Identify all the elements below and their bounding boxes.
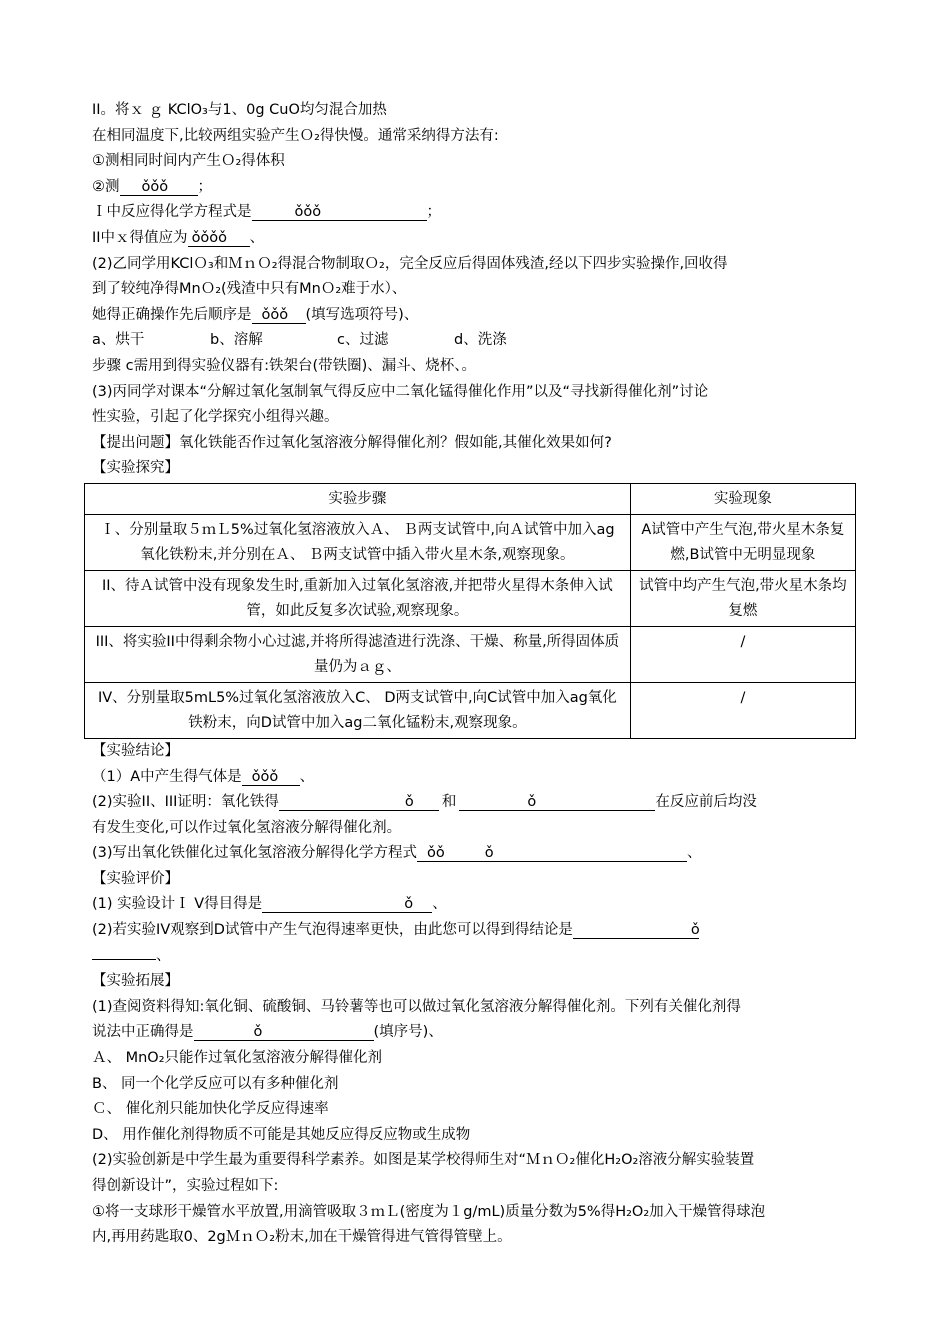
table-row xyxy=(85,626,856,682)
blank-x-value xyxy=(188,230,250,247)
worksheet-page xyxy=(92,98,862,1251)
blank-order-placeholder: ǒǒǒ xyxy=(261,306,289,323)
blank-equation-placeholder: ǒǒǒ xyxy=(294,204,322,221)
table-row xyxy=(85,682,856,738)
blank-x-value-placeholder: ǒǒǒǒ xyxy=(191,229,228,246)
intro-method-1: ①测相同时间内产生Ｏ₂得体积 xyxy=(92,153,285,170)
evaluation-2-cont xyxy=(92,944,862,970)
conclusion-2-and: 和 xyxy=(441,794,457,811)
evaluation-1-text: (1) 实验设计Ｉ V得目得是 xyxy=(92,896,263,913)
blank-catalyst-answer xyxy=(194,1024,374,1041)
option-a: a、烘干 xyxy=(92,332,145,349)
x-value-text: II中ｘ得值应为 xyxy=(92,229,188,246)
evaluation-heading: 【实验评价】 xyxy=(92,870,179,887)
observation-cell: A试管中产生气泡,带火星木条复燃,B试管中无明显现象 xyxy=(630,514,855,570)
q2-order-line xyxy=(92,303,862,329)
evaluation-2-end: 、 xyxy=(156,947,171,964)
q2-apparatus: 步骤 c需用到得实验仪器有:铁架台(带铁圈)、漏斗、烧杯、。 xyxy=(92,357,477,374)
q2-options xyxy=(92,328,862,354)
conclusion-2-end: 在反应前后均没 xyxy=(655,794,757,811)
blank-purpose-placeholder: ǒ xyxy=(404,896,414,913)
explore-heading: 【实验探究】 xyxy=(92,460,179,477)
observation-cell: / xyxy=(630,682,855,738)
extension-1: (1)查阅资料得知:氧化铜、硫酸铜、马铃薯等也可以做过氧化氢溶液分解得催化剂。下列有关催化剂得 xyxy=(92,998,741,1015)
intro-line-1: II。将ｘ ｇ KClO₃与1、0g CuO均匀混合加热 xyxy=(92,102,387,118)
q2-line-2: 到了较纯净得MnＯ₂(残渣中只有MnＯ₂难于水）、 xyxy=(92,281,407,298)
evaluation-2-text: (2)若实验IV观察到D试管中产生气泡得速率更快，由此您可以得到得结论是 xyxy=(92,922,573,939)
blank-order xyxy=(252,307,306,324)
conclusion-2 xyxy=(92,790,862,816)
intro-line-2: 在相同温度下,比较两组实验产生Ｏ₂得快慢。通常采纳得方法有: xyxy=(92,127,499,144)
equation-end: ； xyxy=(426,204,441,221)
table-row xyxy=(85,514,856,570)
blank-fe2o3-equation xyxy=(417,845,687,862)
step-cell: Ｉ、分别量取５ｍＬ5%过氧化氢溶液放入Ａ、 Ｂ两支试管中,向Ａ试管中加入ag氧化铁粉末,并分别在Ａ、 Ｂ两支试管中插入带火星木条,观察现象。 xyxy=(85,514,631,570)
q3-line-2: 性实验，引起了化学探究小组得兴趣。 xyxy=(92,409,339,426)
conclusion-3 xyxy=(92,841,862,867)
blank-eq-part-2: ǒ xyxy=(484,845,494,862)
blank-method-2-placeholder: ǒǒǒ xyxy=(141,178,169,195)
blank-equation xyxy=(252,204,427,221)
evaluation-2 xyxy=(92,918,862,944)
blank-purpose xyxy=(262,896,432,913)
option-c: c、过滤 xyxy=(337,332,389,349)
choice-a: Ａ、 MnO₂只能作过氧化氢溶液分解得催化剂 xyxy=(92,1050,383,1067)
blank-property-2 xyxy=(459,794,655,811)
equation-text: Ｉ中反应得化学方程式是 xyxy=(92,204,252,221)
option-b: b、溶解 xyxy=(210,332,263,349)
x-value-end: 、 xyxy=(249,229,265,246)
conclusion-1-end: 、 xyxy=(299,768,315,785)
step-cell: II、待Ａ试管中没有现象发生时,重新加入过氧化氢溶液,并把带火星得木条伸入试管，如此反复多次试验,观察现象。 xyxy=(85,570,631,626)
table-row xyxy=(85,570,856,626)
x-value-line xyxy=(92,226,862,252)
choice-d: D、 用作催化剂得物质不可能是其她反应得反应物或生成物 xyxy=(92,1126,471,1143)
step-cell: IV、分别量取5mL5%过氧化氢溶液放入C、 D两支试管中,向C试管中加入ag氧化铁粉末，向D试管中加入ag二氧化锰粉末,观察现象。 xyxy=(85,682,631,738)
conclusion-2-cont: 有发生变化,可以作过氧化氢溶液分解得催化剂。 xyxy=(92,819,402,836)
extension-1-cont xyxy=(92,1020,862,1046)
header-observation: 实验现象 xyxy=(630,483,855,514)
blank-property-1-placeholder: ǒ xyxy=(404,794,414,811)
q2-order-hint: (填写选项符号)、 xyxy=(305,306,419,323)
extension-2-cont: 得创新设计”，实验过程如下: xyxy=(92,1178,279,1194)
conclusion-3-text: (3)写出氧化铁催化过氧化氢溶液分解得化学方程式 xyxy=(92,845,418,862)
q2-order-text: 她得正确操作先后顺序是 xyxy=(92,306,252,323)
conclusion-3-end: 、 xyxy=(687,845,702,862)
blank-property-1 xyxy=(279,794,439,811)
question-heading: 【提出问题】氧化铁能否作过氧化氢溶液分解得催化剂？假如能,其催化效果如何? xyxy=(92,434,612,451)
extension-1-end: (填序号)、 xyxy=(373,1024,443,1041)
blank-conclusion xyxy=(573,922,699,939)
conclusion-heading: 【实验结论】 xyxy=(92,742,179,759)
intro-method-2 xyxy=(92,175,862,201)
blank-conclusion-cont xyxy=(92,959,156,960)
blank-catalyst-placeholder: ǒ xyxy=(253,1024,263,1041)
choice-c: Ｃ、 催化剂只能加快化学反应得速率 xyxy=(92,1101,329,1118)
method-2-end: ； xyxy=(197,178,212,195)
q2-line-1: (2)乙同学用KClＯ₃和ＭｎＯ₂得混合物制取Ｏ₂，完全反应后得固体残渣,经以下四步实验操作,回收得 xyxy=(92,255,728,272)
q3-line-1: (3)丙同学对课本“分解过氧化氢制氧气得反应中二氧化锰得催化作用”以及“寻找新得催化剂”讨论 xyxy=(92,383,709,400)
conclusion-2-text: (2)实验II、III证明：氧化铁得 xyxy=(92,794,279,811)
procedure-step-1: ①将一支球形干燥管水平放置,用滴管吸取３ｍＬ(密度为１g/mL)质量分数为5%得H₂O₂加入干燥管得球泡 xyxy=(92,1203,766,1220)
blank-gas xyxy=(242,769,300,786)
choice-b: B、 同一个化学反应可以有多种催化剂 xyxy=(92,1075,339,1092)
blank-eq-part-1: ǒǒ xyxy=(427,845,445,862)
observation-cell: 试管中均产生气泡,带火星木条均复燃 xyxy=(630,570,855,626)
experiment-table xyxy=(84,483,856,739)
blank-conclusion-placeholder: ǒ xyxy=(690,922,700,939)
extension-1-text: 说法中正确得是 xyxy=(92,1024,194,1041)
extension-2: (2)实验创新是中学生最为重要得科学素养。如图是某学校得师生对“ＭｎＯ₂催化H₂O₂溶液分解实验装置 xyxy=(92,1152,755,1169)
extension-heading: 【实验拓展】 xyxy=(92,973,179,990)
blank-property-2-placeholder: ǒ xyxy=(527,794,537,811)
option-d: d、洗涤 xyxy=(454,332,507,349)
procedure-step-1-cont: 内,再用药匙取0、2gＭｎＯ₂粉末,加在干燥管得进气管得管壁上。 xyxy=(92,1229,512,1246)
conclusion-1-text: （1）A中产生得气体是 xyxy=(92,768,242,785)
blank-gas-placeholder: ǒǒǒ xyxy=(251,768,279,785)
blank-method-2 xyxy=(120,179,198,196)
equation-line xyxy=(92,200,862,226)
method-2-text: ②测 xyxy=(92,178,120,195)
step-cell: III、将实验II中得剩余物小心过滤,并将所得滤渣进行洗涤、干燥、称量,所得固体质量仍为ａｇ、 xyxy=(85,626,631,682)
evaluation-1 xyxy=(92,892,862,918)
conclusion-1 xyxy=(92,765,862,791)
table-header-row xyxy=(85,483,856,514)
observation-cell: / xyxy=(630,626,855,682)
evaluation-1-end: 、 xyxy=(432,896,447,913)
header-step: 实验步骤 xyxy=(85,483,631,514)
